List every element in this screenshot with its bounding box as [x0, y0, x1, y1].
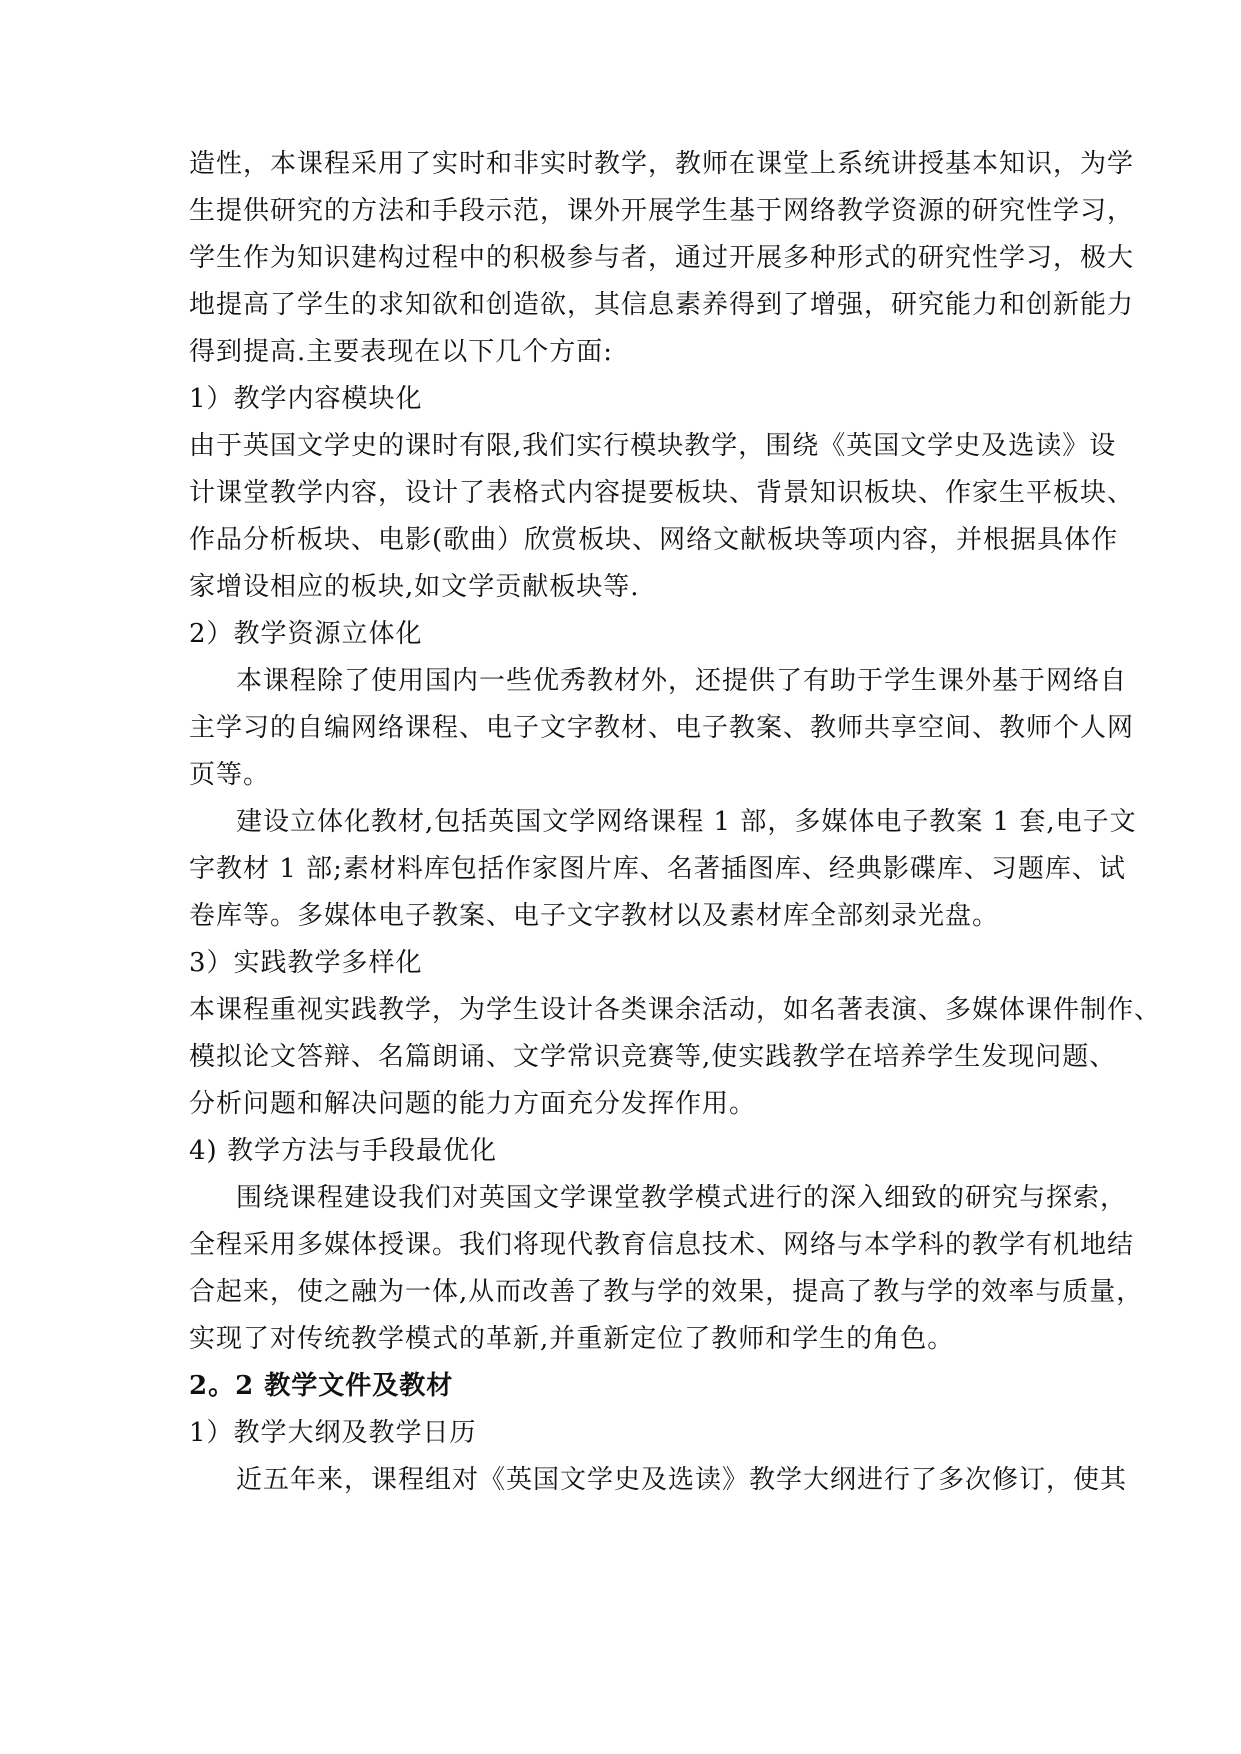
- section-heading: 2。2 教学文件及教材: [189, 1371, 454, 1401]
- body-line: 本课程除了使用国内一些优秀教材外，还提供了有助于学生课外基于网络自: [236, 666, 1128, 696]
- body-line: 分析问题和解决问题的能力方面充分发挥作用。: [189, 1089, 757, 1119]
- body-line: 全程采用多媒体授课。我们将现代教育信息技术、网络与本学科的教学有机地结: [189, 1230, 1135, 1260]
- body-line: 围绕课程建设我们对英国文学课堂教学模式进行的深入细致的研究与探索，: [236, 1183, 1128, 1213]
- item-heading-3: 3）实践教学多样化: [189, 948, 423, 978]
- body-line: 家增设相应的板块,如文学贡献板块等.: [189, 572, 640, 602]
- body-line: 主学习的自编网络课程、电子文字教材、电子教案、教师共享空间、教师个人网: [189, 713, 1135, 743]
- body-line: 实现了对传统教学模式的革新,并重新定位了教师和学生的角色。: [189, 1324, 955, 1354]
- body-line: 学生作为知识建构过程中的积极参与者，通过开展多种形式的研究性学习，极大: [189, 243, 1135, 273]
- body-line: 建设立体化教材,包括英国文学网络课程 1 部，多媒体电子教案 1 套,电子文: [236, 807, 1137, 837]
- body-line: 页等。: [189, 760, 271, 790]
- body-line: 计课堂教学内容，设计了表格式内容提要板块、背景知识板块、作家生平板块、: [189, 478, 1135, 508]
- item-heading-1: 1）教学内容模块化: [189, 384, 423, 414]
- body-line: 字教材 1 部;素材料库包括作家图片库、名著插图库、经典影碟库、习题库、试: [189, 854, 1126, 884]
- item-heading-4: 4) 教学方法与手段最优化: [189, 1136, 497, 1166]
- body-line: 卷库等。多媒体电子教案、电子文字教材以及素材库全部刻录光盘。: [189, 901, 1000, 931]
- body-line: 合起来，使之融为一体,从而改善了教与学的效果，提高了教与学的效率与质量，: [189, 1277, 1144, 1307]
- body-line: 本课程重视实践教学，为学生设计各类课余活动，如名著表演、多媒体课件制作、: [189, 995, 1162, 1025]
- body-line: 模拟论文答辩、名篇朗诵、文学常识竞赛等,使实践教学在培养学生发现问题、: [189, 1042, 1117, 1072]
- body-line: 近五年来，课程组对《英国文学史及选读》教学大纲进行了多次修订，使其: [236, 1465, 1128, 1495]
- item-heading-2: 2）教学资源立体化: [189, 619, 423, 649]
- item-heading-5: 1）教学大纲及教学日历: [189, 1418, 477, 1448]
- body-line: 地提高了学生的求知欲和创造欲，其信息素养得到了增强，研究能力和创新能力: [189, 290, 1135, 320]
- body-line: 由于英国文学史的课时有限,我们实行模块教学，围绕《英国文学史及选读》设: [189, 431, 1117, 461]
- body-line: 作品分析板块、电影(歌曲）欣赏板块、网络文献板块等项内容，并根据具体作: [189, 525, 1119, 555]
- body-line: 得到提高.主要表现在以下几个方面:: [189, 337, 614, 367]
- body-line: 造性，本课程采用了实时和非实时教学，教师在课堂上系统讲授基本知识，为学: [189, 149, 1135, 179]
- body-line: 生提供研究的方法和手段示范，课外开展学生基于网络教学资源的研究性学习，: [189, 196, 1135, 226]
